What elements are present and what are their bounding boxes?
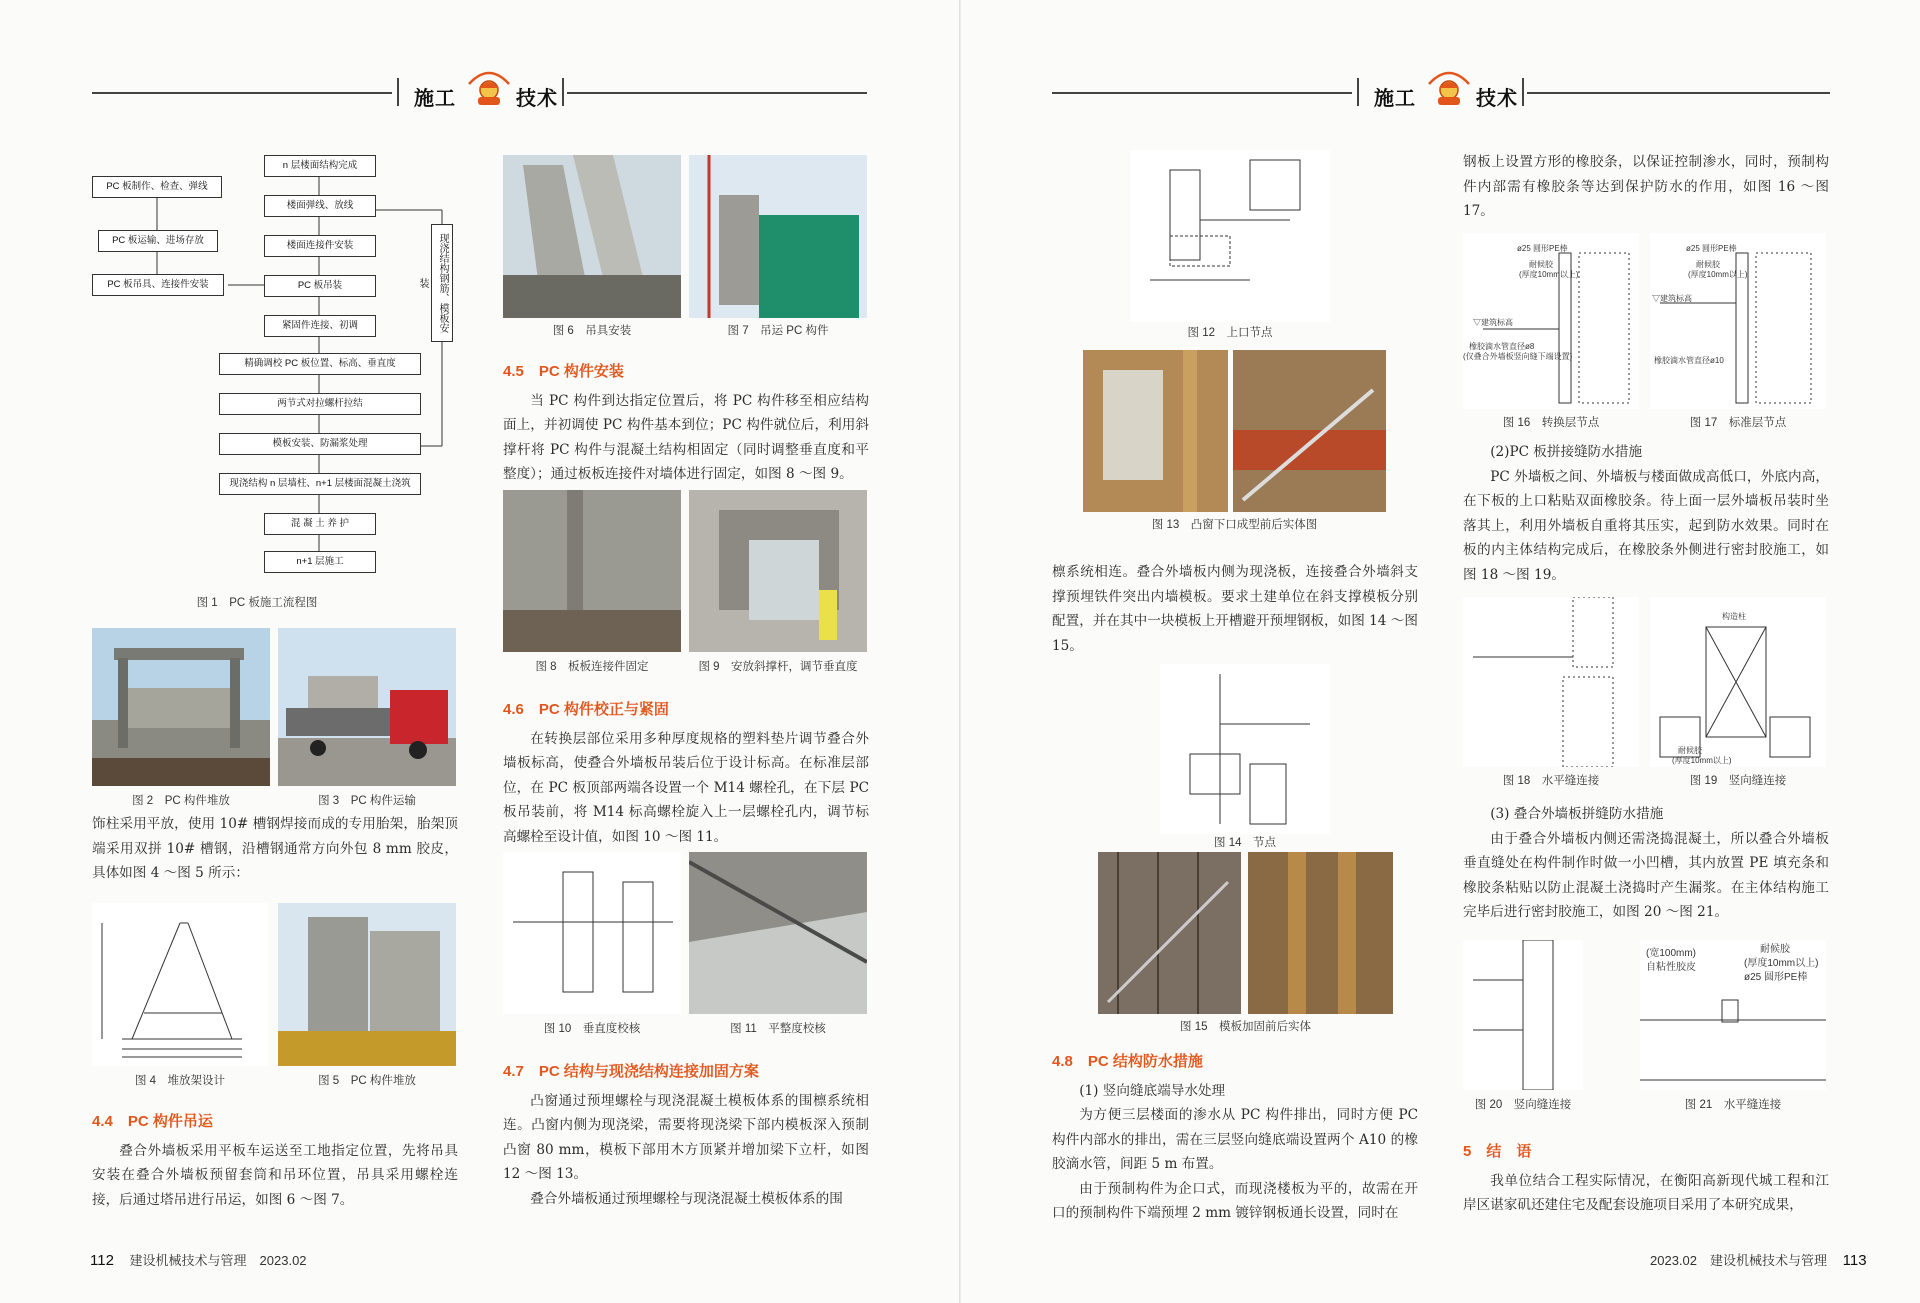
photo-bay-window-before: [1083, 350, 1228, 512]
photo-panel-connector: [503, 490, 681, 652]
figure-8-caption: 图 8 板板连接件固定: [535, 661, 649, 673]
header-divider: [397, 78, 399, 106]
figure-10-caption: 图 10 垂直度校核: [543, 1023, 641, 1035]
photo-pc-stacking: [92, 628, 270, 786]
left-column-text: [92, 812, 458, 886]
paragraph: 叠合外墙板通过预埋螺栓与现浇混凝土模板体系的围: [530, 1190, 843, 1207]
flowchart-step: PC 板吊装: [264, 275, 376, 297]
section-4-6: [503, 692, 869, 849]
figure-1-caption: 图 1 PC 板施工流程图: [196, 597, 318, 609]
paragraph: 由于叠合外墙板内侧还需浇捣混凝土，所以叠合外墙板垂直缝处在构件制作时做一小凹槽，其内放置 PE 填充条和橡胶条粘贴以防止混凝土浇捣时产生漏浆。在主体结构施工完毕后进行密封胶施工，如图 20 ～图 21。: [1463, 830, 1829, 920]
photo-crane-lifting: [689, 155, 867, 318]
paragraph: 叠合外墙板采用平板车运送至工地指定位置，先将吊具安装在叠合外墙板预留套筒和吊环位置，吊具采用螺栓连接，后通过塔吊进行吊运，如图 6 ～图 7。: [92, 1142, 458, 1208]
left-folio: [90, 1250, 307, 1269]
section-heading: 4.7 PC 结构与现浇结构连接加固方案: [503, 1063, 759, 1080]
paragraph: 为方便三层楼面的渗水从 PC 构件排出，同时方便 PC 构件内部水的排出，需在三层竖向缝底端设置两个 A10 的橡胶滴水管，间距 5 m 布置。: [1052, 1107, 1418, 1172]
right-column-2-top-text: [1463, 150, 1829, 224]
drawing-label: 耐候胶: [1529, 260, 1553, 269]
drawing-vertical-joint-2: [1463, 940, 1583, 1090]
flowchart-figure: [92, 150, 462, 590]
flowchart-side-step: 现浇结构钢筋、模板安装: [431, 224, 453, 342]
drawing-label: ø25 圆形PE棒: [1517, 244, 1568, 253]
photo-bay-window-after: [1233, 350, 1386, 512]
flowchart-step: 模板安装、防漏浆处理: [219, 433, 421, 455]
hard-hat-worker-logo: [1426, 66, 1472, 106]
photo-pc-transport: [278, 628, 456, 786]
figure-2-caption: 图 2 PC 构件堆放: [132, 795, 230, 807]
hard-hat-worker-logo: [466, 66, 512, 106]
drawing-label: (宽100mm): [1646, 948, 1697, 959]
header-right-word: 技术: [1476, 86, 1518, 110]
figure-20-caption: 图 20 竖向缝连接: [1474, 1099, 1572, 1111]
drawing-label: (厚度10mm以上): [1688, 270, 1748, 279]
photo-formwork-before: [1098, 852, 1241, 1014]
journal-issue: 建设机械技术与管理 2023.02: [129, 1253, 307, 1268]
section-5-conclusion: [1463, 1134, 1829, 1218]
section-heading: 4.6 PC 构件校正与紧固: [503, 701, 669, 718]
flowchart-step: 精确调校 PC 板位置、标高、垂直度: [219, 353, 421, 375]
flowchart-prep-step: PC 板运输、进场存放: [98, 230, 218, 252]
figure-14-caption: 图 14 节点: [1214, 837, 1276, 849]
drawing-label: ▽建筑标高: [1652, 294, 1692, 303]
figure-5-caption: 图 5 PC 构件堆放: [318, 1075, 416, 1087]
flowchart-step: 楼面弹线、放线: [264, 195, 376, 217]
drawing-label: 耐候胶: [1696, 260, 1720, 269]
section-4-8: [1052, 1044, 1418, 1226]
figure-3-caption: 图 3 PC 构件运输: [318, 795, 416, 807]
drawing-label: 构造柱: [1722, 612, 1746, 621]
section-heading: 4.4 PC 构件吊运: [92, 1113, 213, 1130]
flowchart-step: 紧固件连接、初调: [264, 315, 376, 337]
drawing-horizontal-joint: [1463, 597, 1639, 767]
drawing-label: 耐候胶: [1678, 746, 1702, 755]
paragraph: 凸窗通过预埋螺栓与现浇混凝土模板体系的围檩系统相连。凸窗内侧为现浇梁，需要将现浇梁下部内模板深入预制凸窗 80 mm，模板下部用木方顶紧并增加梁下立杆，如图 12 ～图 13。: [503, 1092, 869, 1182]
header-divider: [1522, 78, 1524, 106]
header-left-word: 施工: [1374, 86, 1416, 110]
flowchart-prep-step: PC 板制作、检查、弹线: [92, 176, 222, 198]
figure-15-caption: 图 15 模板加固前后实体: [1180, 1021, 1311, 1033]
photo-diagonal-brace: [689, 490, 867, 652]
drawing-vertical-joint: [1650, 597, 1826, 767]
drawing-stacking-rack: [92, 903, 268, 1066]
subheading: (3) 叠合外墙板拼缝防水措施: [1490, 806, 1664, 822]
paragraph: 檩系统相连。叠合外墙板内侧为现浇板，连接叠合外墙斜支撑预埋铁件突出内墙模板。要求土建单位在斜支撑模板分别配置，并在其中一块模板上开槽避开预埋钢板，如图 14 ～图 15。: [1052, 564, 1418, 654]
figure-16-caption: 图 16 转换层节点: [1502, 417, 1600, 429]
paragraph: 由于预制构件为企口式，而现浇楼板为平的，故需在开口的预制构件下端预埋 2 mm 镀锌钢板通长设置，同时在: [1052, 1180, 1418, 1221]
right-page-header: [1052, 78, 1830, 108]
section-waterproof-3: [1463, 802, 1829, 925]
drawing-label: (厚度10mm以上): [1744, 958, 1819, 969]
paragraph: 钢板上设置方形的橡胶条，以保证控制渗水，同时，预制构件内部需有橡胶条等达到保护防水的作用，如图 16 ～图 17。: [1463, 154, 1829, 219]
paragraph: 在转换层部位采用多种厚度规格的塑料垫片调节叠合外墙板标高，使叠合外墙板吊装后位于设计标高。在标准层部位，在 PC 板顶部两端各设置一个 M14 螺栓孔，在下层 PC 板吊装前，将 M14 标高螺栓旋入上一层螺栓孔内，调节标高螺栓至设计值，如图 10 ～图 11。: [503, 730, 869, 845]
flowchart-prep-step: PC 板吊具、连接件安装: [92, 274, 224, 296]
drawing-label: (仅叠合外墙板竖向缝下端设置): [1463, 352, 1573, 361]
page-number: 112: [90, 1252, 114, 1269]
drawing-upper-opening-node: [1130, 150, 1330, 322]
drawing-verticality-check: [503, 852, 681, 1014]
drawing-label: (厚度10mm以上): [1672, 756, 1732, 765]
page-number: 113: [1842, 1252, 1867, 1269]
paragraph: 当 PC 构件到达指定位置后，将 PC 构件移至相应结构面上，并初调使 PC 构件基本到位；PC 构件就位后，利用斜撑杆将 PC 构件与混凝土结构相固定（同时调整垂直度和平整度）；通过板板连接件对墙体进行固定，如图 8 ～图 9。: [503, 392, 869, 482]
figure-6-caption: 图 6 吊具安装: [552, 325, 632, 337]
photo-pc-stacked: [278, 903, 456, 1066]
drawing-label: ▽建筑标高: [1473, 318, 1513, 327]
header-divider: [562, 78, 564, 106]
figure-18-caption: 图 18 水平缝连接: [1502, 775, 1600, 787]
flowchart-step: 现浇结构 n 层墙柱、n+1 层楼面混凝土浇筑: [219, 473, 421, 495]
flowchart-step: n 层楼面结构完成: [264, 155, 376, 177]
drawing-standard-floor-node: [1650, 233, 1826, 409]
section-waterproof-2: [1463, 440, 1829, 587]
paragraph: 饰柱采用平放，使用 10# 槽钢焊接而成的专用胎架，胎架顶端采用双拼 10# 槽钢，沿槽钢通常方向外包 8 mm 胶皮，具体如图 4 ～图 5 所示：: [92, 816, 458, 881]
subheading: (1) 竖向缝底端导水处理: [1079, 1082, 1226, 1099]
drawing-node: [1160, 664, 1330, 834]
flowchart-step: 两节式对拉螺杆拉结: [219, 393, 421, 415]
figure-7-caption: 图 7 吊运 PC 构件: [727, 325, 829, 337]
journal-issue: 2023.02 建设机械技术与管理: [1650, 1253, 1827, 1268]
drawing-label: 橡胶滴水管直径ø10: [1654, 356, 1724, 365]
header-rule: [567, 92, 867, 94]
figure-11-caption: 图 11 平整度校核: [730, 1023, 826, 1035]
header-rule: [1527, 92, 1830, 94]
drawing-label: ø25 圆形PE棒: [1744, 972, 1808, 983]
header-right-word: 技术: [516, 86, 558, 110]
photo-flatness-check: [689, 852, 867, 1014]
left-page-header: [92, 78, 867, 108]
photo-formwork-after: [1248, 852, 1393, 1014]
figure-9-caption: 图 9 安放斜撑杆，调节垂直度: [698, 661, 858, 673]
drawing-transfer-floor-node: [1463, 233, 1639, 409]
drawing-label: 耐候胶: [1760, 944, 1790, 955]
header-left-word: 施工: [414, 86, 456, 110]
figure-12-caption: 图 12 上口节点: [1187, 327, 1273, 339]
section-4-5: [503, 354, 869, 487]
section-heading: 4.8 PC 结构防水措施: [1052, 1053, 1203, 1070]
drawing-label: (厚度10mm以上): [1519, 270, 1579, 279]
drawing-label: 橡胶滴水管直径ø8: [1469, 342, 1535, 351]
drawing-label: ø25 圆形PE棒: [1686, 244, 1737, 253]
section-heading: 4.5 PC 构件安装: [503, 363, 624, 380]
right-folio: [1650, 1250, 1867, 1269]
figure-19-caption: 图 19 竖向缝连接: [1689, 775, 1787, 787]
figure-4-caption: 图 4 堆放架设计: [134, 1075, 226, 1087]
figure-21-caption: 图 21 水平缝连接: [1684, 1099, 1782, 1111]
flowchart-step: 混 凝 土 养 护: [264, 513, 376, 535]
subheading: (2)PC 板拼接缝防水措施: [1490, 444, 1643, 460]
header-rule: [1052, 92, 1352, 94]
figure-13-caption: 图 13 凸窗下口成型前后实体图: [1151, 519, 1318, 531]
flowchart-step: n+1 层施工: [264, 551, 376, 573]
photo-lifting-gear: [503, 155, 681, 318]
header-rule: [92, 92, 392, 94]
section-4-7: [503, 1054, 869, 1211]
drawing-horizontal-joint-2: [1640, 940, 1826, 1090]
section-4-4: [92, 1104, 458, 1212]
figure-17-caption: 图 17 标准层节点: [1689, 417, 1787, 429]
right-column-1-text: [1052, 560, 1418, 658]
paragraph: PC 外墙板之间、外墙板与楼面做成高低口，外底内高，在下板的上口粘贴双面橡胶条。待上面一层外墙板吊装时坐落其上，利用外墙板自重将其压实，起到防水效果。同时在板的内主体结构完成后，在橡胶条外侧进行密封胶施工，如图 18 ～图 19。: [1463, 468, 1829, 583]
drawing-label: 自粘性胶皮: [1646, 962, 1696, 973]
page-gutter: [959, 0, 961, 1303]
header-divider: [1357, 78, 1359, 106]
paragraph: 我单位结合工程实际情况，在衡阳高新现代城工程和江岸区谌家矶还建住宅及配套设施项目采用了本研究成果，: [1463, 1172, 1829, 1213]
section-heading: 5 结 语: [1463, 1143, 1532, 1160]
flowchart-step: 楼面连接件安装: [264, 235, 376, 257]
